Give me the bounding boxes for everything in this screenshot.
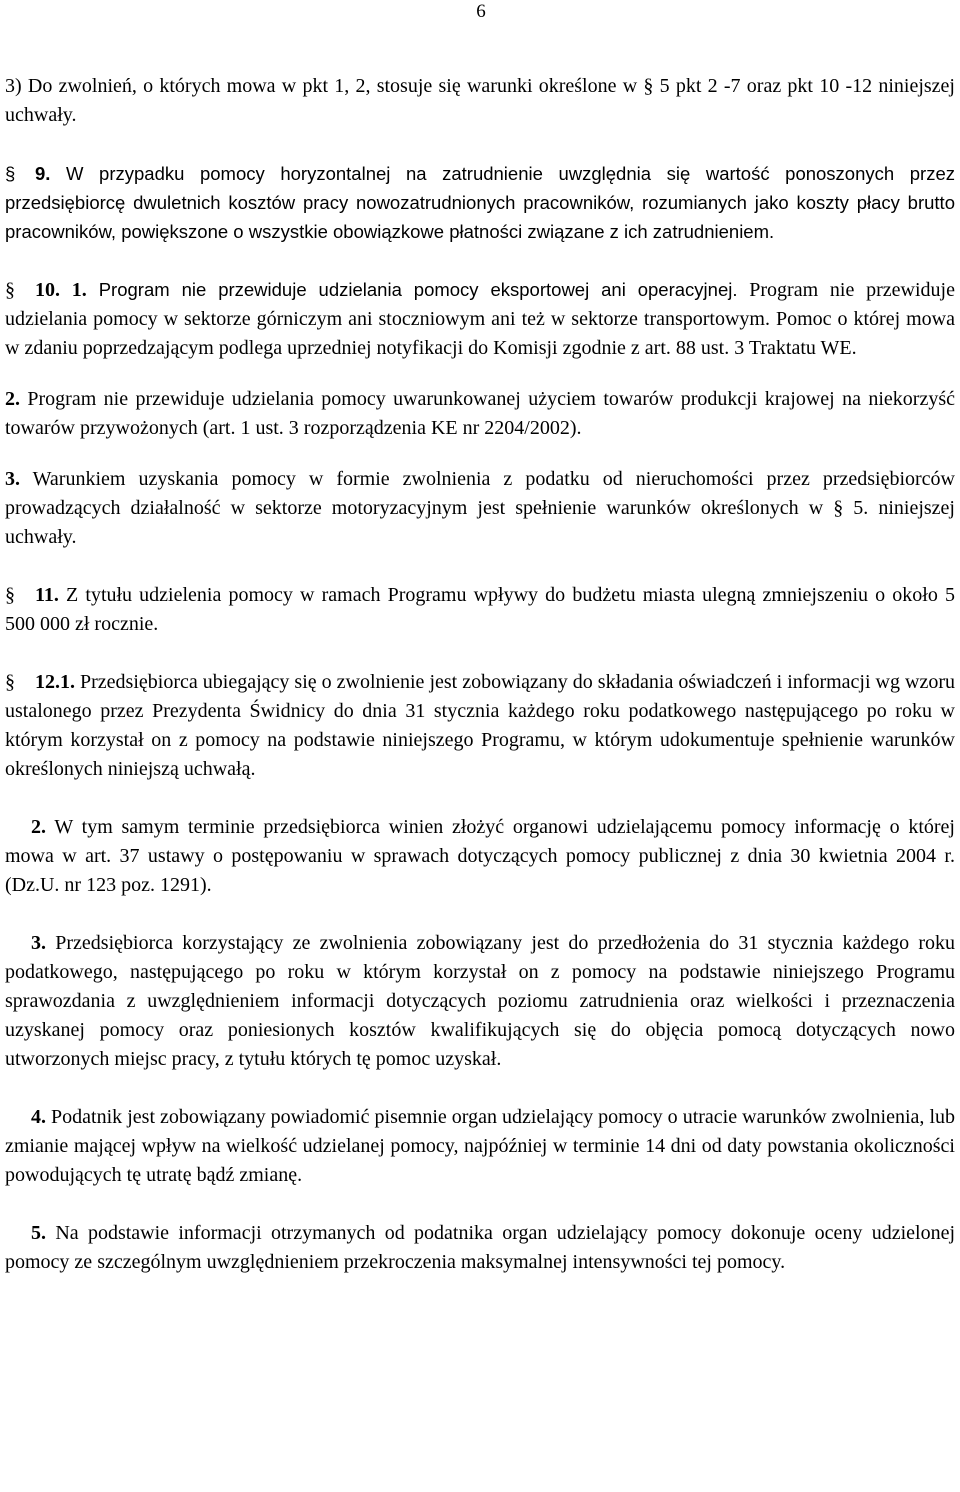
section-number: 12.1. <box>35 671 75 693</box>
section-sign: § <box>5 163 16 184</box>
paragraph-section-12-1: § 12.1. Przedsiębiorca ubiegający się o zwolnienie jest zobowiązany do składania oświadczeń i informacji wg wzoru ustalonego przez Prezydenta Świdnicy do dnia 31 stycznia każdego roku podatkowego następującego po roku w którym korzystał on z pomocy na podstawie niniejszego Programu, w którym udokumentuje spełnienie warunków określonych niniejszą uchwałą. <box>5 668 955 784</box>
section-number: 10. 1. <box>35 279 87 301</box>
point-number: 2. <box>31 816 46 838</box>
paragraph-section-12-3: 3. Przedsiębiorca korzystający ze zwolnienia zobowiązany jest do przedłożenia do 31 stycznia każdego roku podatkowego, następującego po roku w którym korzystał on z pomocy na podstawie niniejszego Programu sprawozdania z uwzględnieniem informacji dotyczących poziomu zatrudnienia oraz wielkości i przeznaczenia uzyskanej pomocy oraz poniesionych kosztów kwalifikujących się do objęcia pomocą dotyczących nowo utworzonych miejsc pracy, z tytułu których tę pomoc uzyskał. <box>5 932 955 1070</box>
paragraph-section-12-4: 4. Podatnik jest zobowiązany powiadomić pisemnie organ udzielający pomocy o utracie warunków zwolnienia, lub zmianie mającej wpływ na wielkość udzielanej pomocy, najpóźniej w terminie 14 dni od daty powstania okoliczności powodujących tę utratę bądź zmianę. <box>5 1106 955 1186</box>
point-number: 3. <box>5 468 20 490</box>
page-number: 6 <box>476 1 486 22</box>
paragraph-section-11: § 11. Z tytułu udzielenia pomocy w ramach Programu wpływy do budżetu miasta ulegną zmniejszeniu o około 5 500 000 zł rocznie. <box>5 581 955 639</box>
section-sign: § <box>5 671 15 693</box>
point-number: 2. <box>5 388 20 410</box>
paragraph-section-10-1: § 10. 1. Program nie przewiduje udzielania pomocy eksportowej ani operacyjnej. Program nie przewiduje udzielania pomocy w sektorze górniczym ani stoczniowym ani też w sektorze transportowym. Pomoc o której mowa w zdaniu poprzedzającym podlega uprzedniej notyfikacji do Komisji zgodnie z art. 88 ust. 3 Traktatu WE. <box>5 275 955 363</box>
paragraph-section-10-2: 2. Program nie przewiduje udzielania pomocy uwarunkowanej użyciem towarów produkcji krajowej na niekorzyść towarów przywożonych (art. 1 ust. 3 rozporządzenia KE nr 2204/2002). <box>5 388 955 439</box>
paragraph-section-9: § 9. W przypadku pomocy horyzontalnej na zatrudnienie uwzględnia się wartość ponoszonych przez przedsiębiorcę dwuletnich kosztów pracy nowozatrudnionych pracowników, rozumianych jako koszty płacy brutto pracowników, powiększone o wszystkie obowiązkowe płatności związane z ich zatrudnieniem. <box>5 159 955 246</box>
section-number: 11. <box>35 584 59 606</box>
paragraph-section-10-3: 3. Warunkiem uzyskania pomocy w formie zwolnienia z podatku od nieruchomości przez przedsiębiorców prowadzących działalność w sektorze motoryzacyjnym jest spełnienie warunków określonych w § 5. niniejszej uchwały. <box>5 468 955 548</box>
point-number: 3. <box>31 932 46 954</box>
section-number: 9. <box>35 163 51 184</box>
section-sign: § <box>5 279 15 301</box>
paragraph-point-3: 3) Do zwolnień, o których mowa w pkt 1, 2, stosuje się warunki określone w § 5 pkt 2 -7 oraz pkt 10 -12 niniejszej uchwały. <box>5 75 955 126</box>
paragraph-section-12-2: 2. W tym samym terminie przedsiębiorca winien złożyć organowi udzielającemu pomocy informację o której mowa w art. 37 ustawy o postępowaniu w sprawach dotyczących pomocy publicznej z dnia 30 kwietnia 2004 r. (Dz.U. nr 123 poz. 1291). <box>5 816 955 896</box>
document-body <box>5 72 955 1277</box>
paragraph-section-12-5: 5. Na podstawie informacji otrzymanych od podatnika organ udzielający pomocy dokonuje oceny udzielonej pomocy ze szczególnym uwzględnieniem przekroczenia maksymalnej intensywności tej pomocy. <box>5 1222 955 1273</box>
point-number: 5. <box>31 1222 46 1244</box>
section-sign: § <box>5 584 15 606</box>
point-number: 4. <box>31 1106 46 1128</box>
